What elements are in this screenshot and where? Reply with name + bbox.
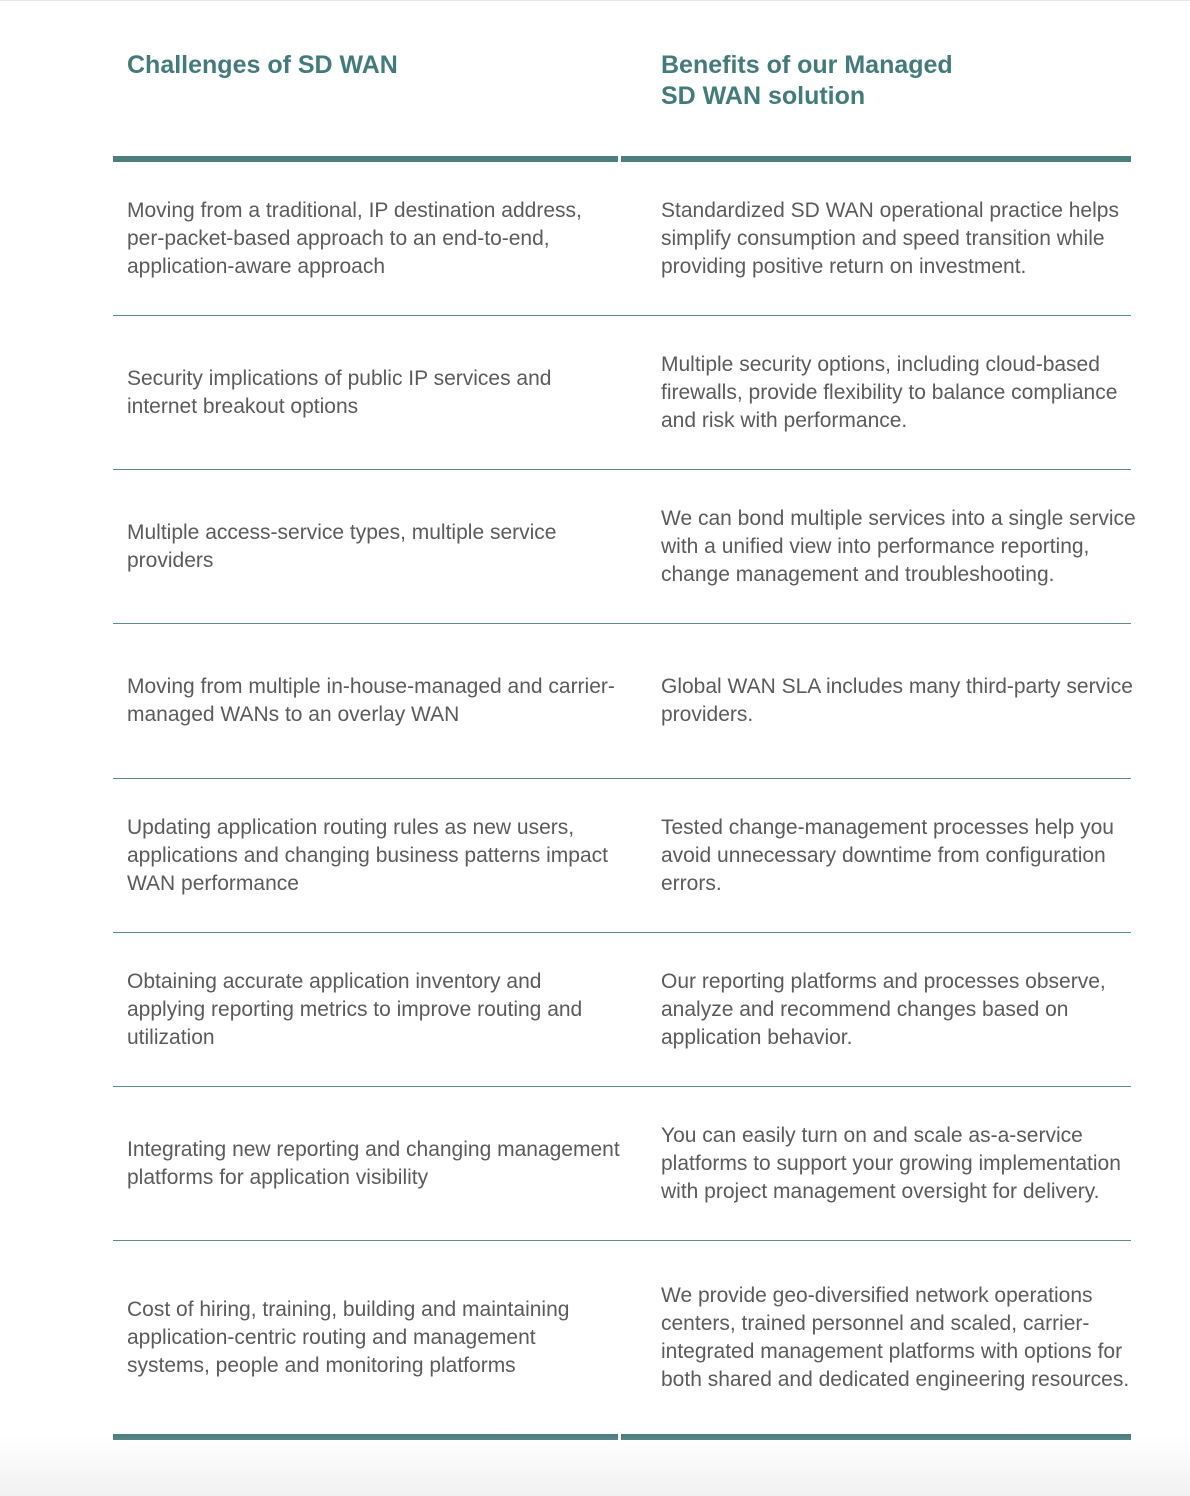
benefit-cell: Multiple security options, including cloud-based firewalls, provide flexibility to balance compliance and risk with performance. <box>661 352 1118 432</box>
benefits-heading: Benefits of our Managed SD WAN solution <box>661 51 953 110</box>
benefit-cell: We can bond multiple services into a single service with a unified view into performance reporting, change management and troubleshooting. <box>661 506 1136 586</box>
page-bottom-shadow <box>0 1436 1190 1496</box>
challenge-cell: Updating application routing rules as new users, applications and changing business patterns impact WAN performance <box>127 815 608 895</box>
challenge-cell: Moving from multiple in-house-managed and carrier-managed WANs to an overlay WAN <box>127 675 615 726</box>
challenge-cell: Obtaining accurate application inventory and applying reporting metrics to improve routing and utilization <box>127 969 583 1049</box>
challenges-heading: Challenges of SD WAN <box>127 51 398 79</box>
benefit-cell: Our reporting platforms and processes observe, analyze and recommend changes based on application behavior. <box>661 969 1106 1049</box>
table-row <box>0 1241 1190 1434</box>
benefit-cell: Standardized SD WAN operational practice helps simplify consumption and speed transition while providing positive return on investment. <box>661 198 1119 278</box>
challenge-cell: Integrating new reporting and changing management platforms for application visibility <box>127 1137 620 1189</box>
table-row <box>0 470 1190 623</box>
page-top-edge <box>0 0 1190 1</box>
challenge-cell: Cost of hiring, training, building and maintaining application-centric routing and management systems, people and monitoring platforms <box>127 1297 570 1377</box>
table-row <box>0 933 1190 1086</box>
benefit-cell: You can easily turn on and scale as-a-service platforms to support your growing implementation with project management oversight for delivery. <box>661 1123 1121 1203</box>
table-row <box>0 624 1190 778</box>
benefit-cell: Global WAN SLA includes many third-party service providers. <box>661 675 1133 726</box>
table-row <box>0 162 1190 315</box>
challenge-cell: Security implications of public IP services and internet breakout options <box>127 366 552 418</box>
table-row <box>0 779 1190 932</box>
benefit-cell: We provide geo-diversified network operations centers, trained personnel and scaled, carrier-integrated management platforms with options for both shared and dedicated engineering resources. <box>661 1283 1130 1391</box>
challenge-cell: Moving from a traditional, IP destination address, per-packet-based approach to an end-to-end, application-aware approach <box>127 198 582 278</box>
challenge-cell: Multiple access-service types, multiple service providers <box>127 520 557 572</box>
table-row <box>0 316 1190 469</box>
table-row <box>0 1087 1190 1240</box>
benefit-cell: Tested change-management processes help you avoid unnecessary downtime from configuration errors. <box>661 815 1114 895</box>
